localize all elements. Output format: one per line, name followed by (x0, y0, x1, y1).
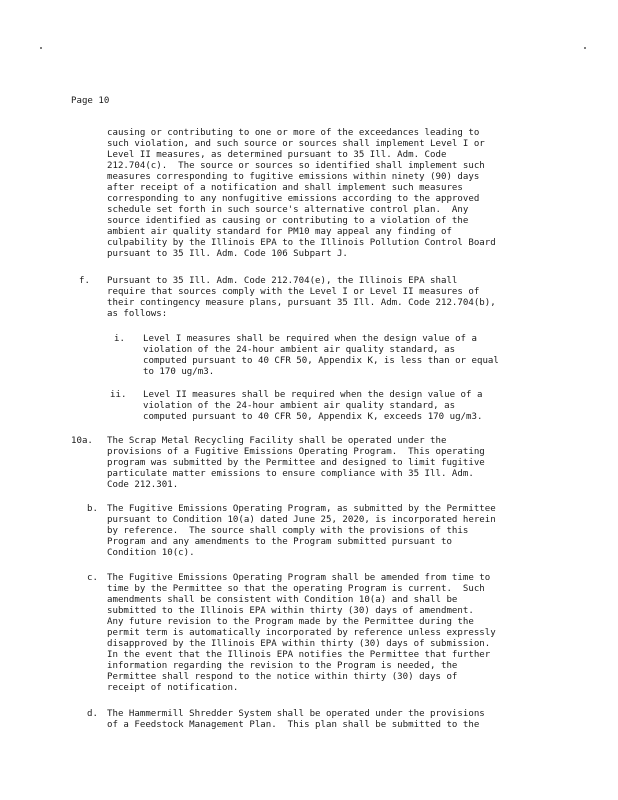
text-line: Any future revision to the Program made by the Permittee during the (107, 617, 474, 627)
text-line: ambient air quality standard for PM10 may appeal any finding of (107, 227, 452, 237)
text-line: measures corresponding to fugitive emissions within ninety (90) days (107, 172, 480, 182)
text-line: as follows: (107, 309, 168, 319)
item-10c-paragraph (107, 573, 496, 694)
text-line: The Fugitive Emissions Operating Program, as submitted by the Permittee (107, 504, 496, 514)
text-line: to 170 ug/m3. (143, 367, 215, 377)
text-line: 212.704(c). The source or sources so identified shall implement such (107, 161, 485, 171)
intro-paragraph (107, 128, 496, 260)
text-line: Permittee shall respond to the notice within thirty (30) days of (107, 672, 458, 682)
text-line: schedule set forth in such source's alternative control plan. Any (107, 205, 469, 215)
scan-speck (40, 47, 42, 49)
text-line: pursuant to Condition 10(a) dated June 25, 2020, is incorporated herein (107, 515, 496, 525)
scan-speck (584, 47, 586, 49)
text-line: Level II measures shall be required when the design value of a (143, 390, 483, 400)
subitem-ii-label: ii. (110, 390, 127, 400)
text-line: information regarding the revision to the Program is needed, the (107, 661, 458, 671)
text-line: Level I measures shall be required when the design value of a (143, 334, 477, 344)
text-line: disapproved by the Illinois EPA within thirty (30) days of submission. (107, 639, 491, 649)
text-line: The Scrap Metal Recycling Facility shall be operated under the (107, 436, 447, 446)
text-line: time by the Permittee so that the operating Program is current. Such (107, 584, 485, 594)
text-line: corresponding to any nonfugitive emissions according to the approved (107, 194, 480, 204)
text-line: program was submitted by the Permittee and designed to limit fugitive (107, 458, 485, 468)
item-f-label: f. (79, 276, 90, 286)
text-line: receipt of notification. (107, 683, 239, 693)
item-10a-paragraph (107, 436, 485, 491)
item-10d-paragraph (107, 709, 485, 731)
text-line: computed pursuant to 40 CFR 50, Appendix K, is less than or equal (143, 356, 499, 366)
text-line: submitted to the Illinois EPA within thirty (30) days of amendment. (107, 606, 474, 616)
text-line: particulate matter emissions to ensure compliance with 35 Ill. Adm. (107, 469, 474, 479)
item-f-paragraph (107, 276, 496, 320)
text-line: after receipt of a notification and shall implement such measures (107, 183, 463, 193)
text-line: require that sources comply with the Level I or Level II measures of (107, 287, 480, 297)
subitem-ii-paragraph (143, 390, 482, 423)
subitem-i-label: i. (114, 334, 125, 344)
text-line: their contingency measure plans, pursuant 35 Ill. Adm. Code 212.704(b), (107, 298, 496, 308)
text-line: In the event that the Illinois EPA notifies the Permittee that further (107, 650, 491, 660)
text-line: The Fugitive Emissions Operating Program shall be amended from time to (107, 573, 491, 583)
text-line: causing or contributing to one or more of the exceedances leading to (107, 128, 480, 138)
text-line: computed pursuant to 40 CFR 50, Appendix K, exceeds 170 ug/m3. (143, 412, 483, 422)
text-line: Condition 10(c). (107, 548, 195, 558)
text-line: permit term is automatically incorporated by reference unless expressly (107, 628, 496, 638)
item-10b-label: b. (87, 504, 98, 514)
text-line: Level II measures, as determined pursuant to 35 Ill. Adm. Code (107, 150, 447, 160)
text-line: of a Feedstock Management Plan. This plan shall be submitted to the (107, 720, 480, 730)
text-line: Pursuant to 35 Ill. Adm. Code 212.704(e), the Illinois EPA shall (107, 276, 458, 286)
subitem-i-paragraph (143, 334, 499, 378)
page-number: Page 10 (71, 96, 110, 106)
text-line: Code 212.301. (107, 480, 179, 490)
item-10b-paragraph (107, 504, 496, 559)
text-line: provisions of a Fugitive Emissions Operating Program. This operating (107, 447, 485, 457)
item-10d-label: d. (87, 709, 98, 719)
text-line: violation of the 24-hour ambient air quality standard, as (143, 345, 456, 355)
text-line: Program and any amendments to the Program submitted pursuant to (107, 537, 452, 547)
text-line: by reference. The source shall comply with the provisions of this (107, 526, 469, 536)
text-line: such violation, and such source or sources shall implement Level I or (107, 139, 485, 149)
text-line: violation of the 24-hour ambient air quality standard, as (143, 401, 456, 411)
text-line: The Hammermill Shredder System shall be operated under the provisions (107, 709, 485, 719)
text-line: culpability by the Illinois EPA to the Illinois Pollution Control Board (107, 238, 496, 248)
text-line: source identified as causing or contributing to a violation of the (107, 216, 469, 226)
text-line: pursuant to 35 Ill. Adm. Code 106 Subpart J. (107, 249, 348, 259)
item-10a-label: 10a. (71, 436, 93, 446)
item-10c-label: c. (87, 573, 98, 583)
text-line: amendments shall be consistent with Condition 10(a) and shall be (107, 595, 458, 605)
